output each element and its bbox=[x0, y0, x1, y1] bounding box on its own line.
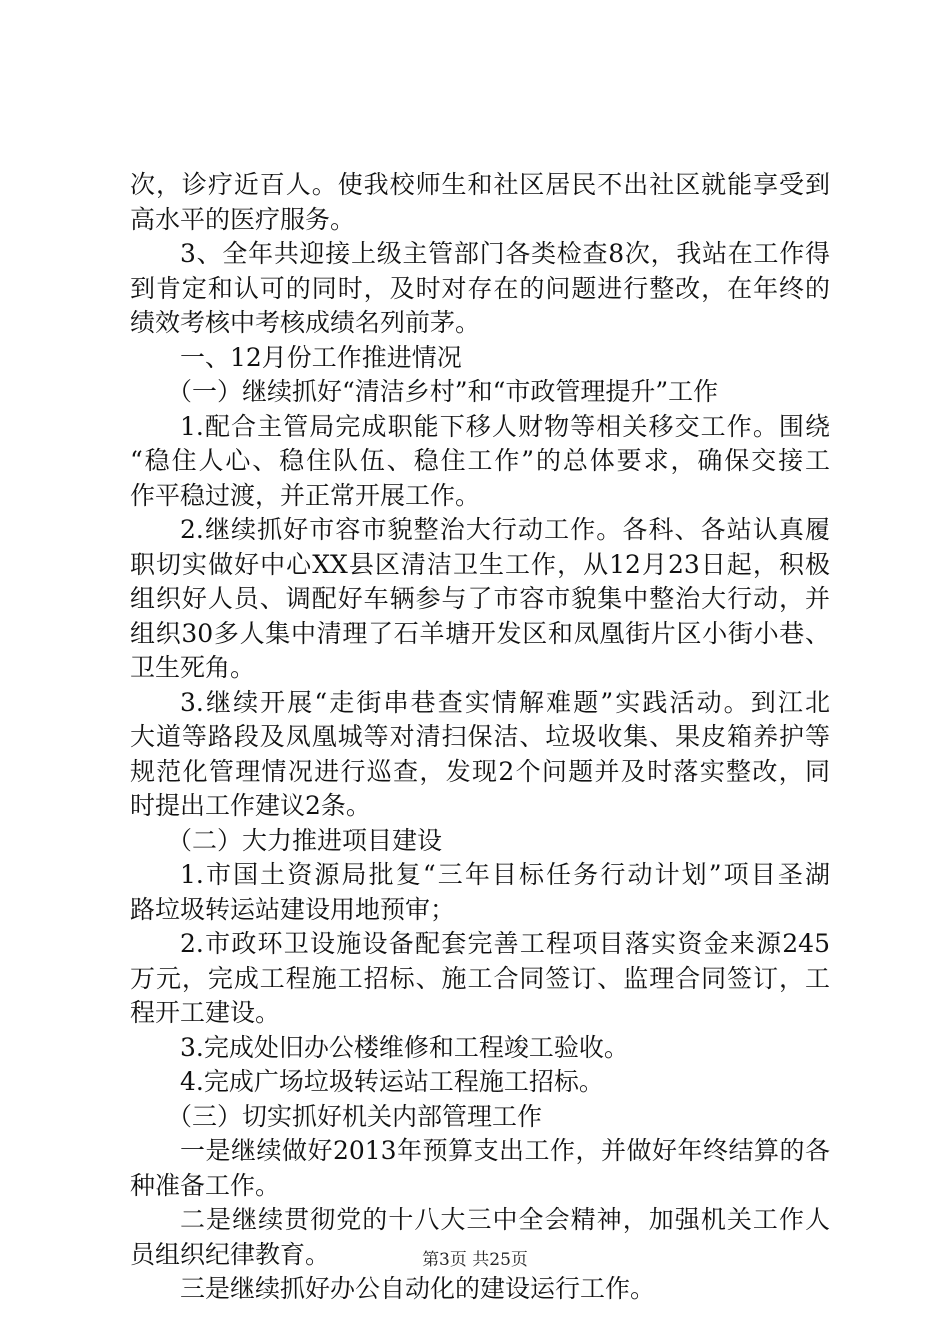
text-line: 一、12月份工作推进情况 bbox=[180, 342, 462, 372]
text-line: 高水平的医疗服务。 bbox=[130, 204, 356, 234]
text-line: 二是继续贯彻党的十八大三中全会精神，加强机关工作人 bbox=[180, 1205, 830, 1234]
text-line: 到肯定和认可的同时，及时对存在的问题进行整改，在年终的 bbox=[130, 273, 830, 303]
text-line: 组织好人员、调配好车辆参与了市容市貌集中整治大行动，并 bbox=[130, 584, 830, 613]
text-line: （三）切实抓好机关内部管理工作 bbox=[167, 1101, 543, 1131]
text-line: 作平稳过渡，并正常开展工作。 bbox=[130, 480, 481, 510]
document-body bbox=[130, 168, 830, 1307]
text-line: 4.完成广场垃圾转运站工程施工招标。 bbox=[180, 1067, 604, 1096]
text-line: “稳住人心、稳住队伍、稳住工作”的总体要求，确保交接工 bbox=[130, 446, 830, 475]
text-line: 三是继续抓好办公自动化的建设运行工作。 bbox=[180, 1274, 656, 1303]
text-line: 卫生死角。 bbox=[130, 653, 256, 682]
text-line: 次，诊疗近百人。使我校师生和社区居民不出社区就能享受到 bbox=[130, 170, 830, 199]
text-line: 员组织纪律教育。 bbox=[130, 1239, 331, 1269]
text-line: 规范化管理情况进行巡查，发现2个问题并及时落实整改，同 bbox=[130, 756, 830, 786]
text-line: 绩效考核中考核成绩名列前茅。 bbox=[130, 308, 481, 337]
text-line: 程开工建设。 bbox=[130, 998, 281, 1027]
text-line: 大道等路段及凤凰城等对清扫保洁、垃圾收集、果皮箱养护等 bbox=[130, 722, 830, 751]
text-line: 组织30多人集中清理了石羊塘开发区和凤凰街片区小街小巷、 bbox=[130, 618, 830, 648]
text-line: 时提出工作建议2条。 bbox=[130, 791, 371, 820]
text-line: 3、全年共迎接上级主管部门各类检查8次，我站在工作得 bbox=[180, 239, 830, 268]
text-line: 一是继续做好2013年预算支出工作，并做好年终结算的各 bbox=[180, 1136, 830, 1165]
text-line: （一）继续抓好“清洁乡村”和“市政管理提升”工作 bbox=[167, 377, 719, 406]
text-line: 1.市国土资源局批复“三年目标任务行动计划”项目圣湖 bbox=[180, 860, 830, 889]
text-line: 3.完成处旧办公楼维修和工程竣工验收。 bbox=[180, 1032, 629, 1062]
page-footer: 第3页 共25页 bbox=[422, 1250, 528, 1270]
text-line: 职切实做好中心XX县区清洁卫生工作，从12月23日起，积极 bbox=[130, 549, 830, 579]
text-line: 路垃圾转运站建设用地预审； bbox=[130, 894, 456, 924]
text-line: （二）大力推进项目建设 bbox=[167, 825, 443, 855]
text-line: 2.市政环卫设施设备配套完善工程项目落实资金来源245 bbox=[180, 929, 830, 958]
text-line: 万元，完成工程施工招标、施工合同签订、监理合同签订，工 bbox=[130, 963, 830, 993]
text-line: 1.配合主管局完成职能下移人财物等相关移交工作。围绕 bbox=[180, 411, 830, 441]
text-line: 2.继续抓好市容市貌整治大行动工作。各科、各站认真履 bbox=[180, 515, 830, 544]
text-line: 种准备工作。 bbox=[130, 1170, 281, 1200]
text-line: 3.继续开展“走街串巷查实情解难题”实践活动。到江北 bbox=[180, 687, 830, 717]
